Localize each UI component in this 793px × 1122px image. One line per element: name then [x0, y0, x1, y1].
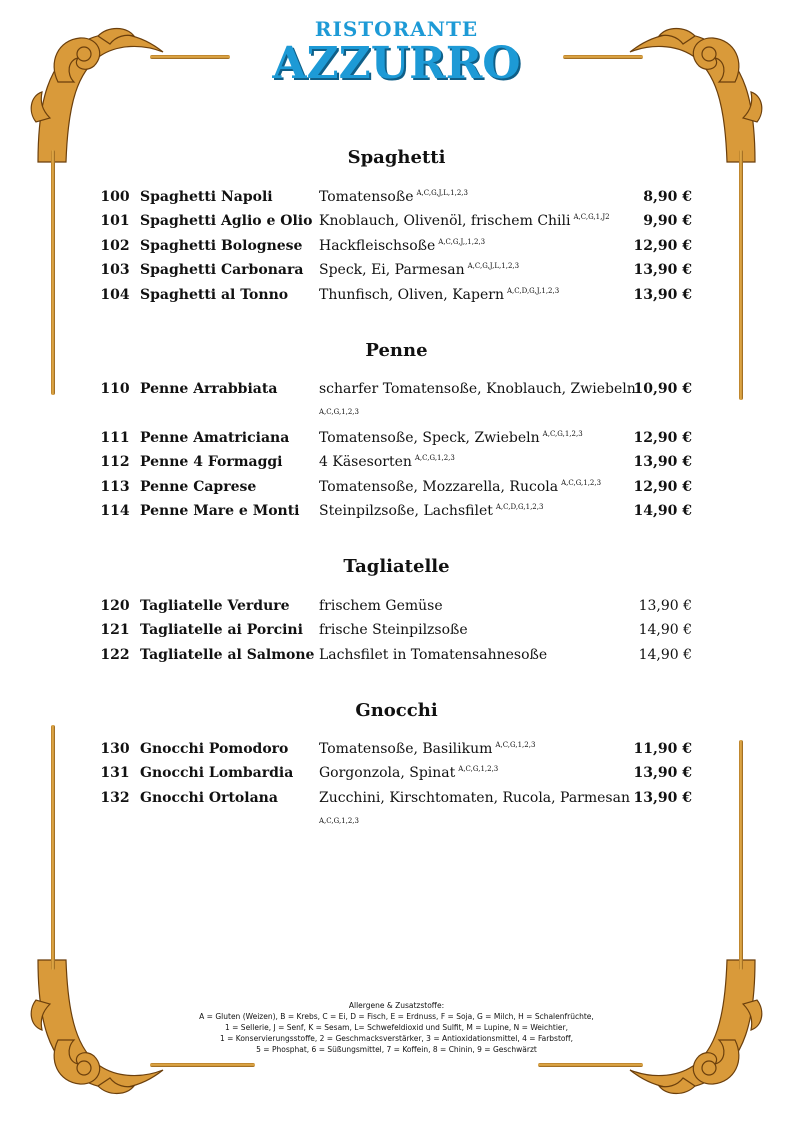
item-allergens: A,C,D,G,1,2,3 — [495, 503, 544, 511]
item-description: Tomatensoße, Mozzarella, Rucola — [319, 479, 559, 495]
menu-item — [100, 765, 692, 787]
menu-item — [100, 430, 692, 452]
item-allergens: A,C,G,1,2,3 — [542, 430, 583, 438]
item-allergens: A,C,G,J,,1,2,3 — [438, 238, 486, 246]
item-allergens: A,C,G,1,2,3 — [495, 741, 536, 749]
item-price: 13,90 € — [633, 287, 692, 303]
item-description: Thunfisch, Oliven, Kapern — [319, 287, 504, 303]
item-number: 130 — [100, 741, 130, 757]
item-allergens: A,C,G,1,J2 — [573, 213, 610, 221]
item-number: 112 — [100, 454, 130, 470]
allergen-legend-line: 1 = Konservierungsstoffe, 2 = Geschmacksverstärker, 3 = Antioxidationsmittel, 4 = Farbstoff, — [219, 1034, 574, 1043]
item-allergens: A,C,G,1,2,3 — [319, 817, 359, 825]
item-name: Gnocchi Ortolana — [140, 790, 278, 806]
menu-item — [100, 454, 692, 476]
item-price: 13,90 € — [638, 598, 692, 614]
menu-item — [100, 262, 692, 284]
item-price: 14,90 € — [638, 622, 692, 638]
item-name: Tagliatelle Verdure — [140, 598, 290, 614]
item-name: Penne Mare e Monti — [140, 503, 300, 519]
item-description: Tomatensoße, Speck, Zwiebeln — [319, 430, 540, 446]
item-price: 11,90 € — [633, 741, 692, 757]
item-description: Knoblauch, Olivenöl, frischem Chili — [319, 213, 571, 229]
item-number: 104 — [100, 287, 130, 303]
item-description: Zucchini, Kirschtomaten, Rucola, Parmesan — [319, 790, 630, 806]
frame-line-bottom-left — [150, 1063, 255, 1067]
menu-item — [100, 381, 692, 403]
menu-item — [100, 790, 692, 812]
section-title-gnocchi: Gnocchi — [355, 700, 438, 721]
item-price: 14,90 € — [638, 647, 692, 663]
item-price: 14,90 € — [633, 503, 692, 519]
allergen-legend-title: Allergene & Zusatzstoffe: — [348, 1001, 445, 1010]
item-name: Spaghetti Carbonara — [140, 262, 304, 278]
menu-item — [100, 622, 692, 644]
item-description: scharfer Tomatensoße, Knoblauch, Zwiebeln — [319, 381, 636, 397]
item-allergens: A,C,G,J,L,1,2,3 — [416, 189, 468, 197]
item-name: Penne Amatriciana — [140, 430, 290, 446]
section-title-penne: Penne — [365, 340, 428, 361]
frame-line-bottom-right — [538, 1063, 643, 1067]
item-price: 9,90 € — [643, 213, 692, 229]
item-price: 12,90 € — [633, 238, 692, 254]
allergen-legend-line: A = Gluten (Weizen), B = Krebs, C = Ei, D = Fisch, E = Erdnuss, F = Soja, G = Milch, H = Schalenfrüchte, — [199, 1012, 594, 1021]
item-number: 131 — [100, 765, 130, 781]
restaurant-logo — [0, 18, 793, 88]
item-number: 111 — [100, 430, 130, 446]
item-description: frische Steinpilzsoße — [319, 622, 468, 638]
item-name: Spaghetti Bolognese — [140, 238, 303, 254]
item-description: Tomatensoße — [319, 189, 414, 205]
item-number: 102 — [100, 238, 130, 254]
menu-item — [100, 503, 692, 525]
item-price: 10,90 € — [633, 381, 692, 397]
allergen-legend-line: 5 = Phosphat, 6 = Süßungsmittel, 7 = Koffein, 8 = Chinin, 9 = Geschwärzt — [256, 1045, 537, 1054]
item-allergens: A,C,G,J,L,1,2,3 — [467, 262, 520, 270]
frame-line-right-bottom — [739, 740, 743, 970]
item-price: 13,90 € — [633, 454, 692, 470]
menu-item — [100, 238, 692, 260]
menu-item — [100, 213, 692, 235]
item-price: 12,90 € — [633, 430, 692, 446]
item-name: Penne Caprese — [140, 479, 257, 495]
menu-item — [100, 479, 692, 501]
item-name: Tagliatelle al Salmone — [140, 647, 315, 663]
item-allergens: A,C,G,1,2,3 — [414, 454, 455, 462]
item-description: frischem Gemüse — [319, 598, 443, 614]
menu-item — [100, 647, 692, 669]
frame-line-right-top — [739, 150, 743, 400]
item-number: 120 — [100, 598, 130, 614]
item-name: Gnocchi Lombardia — [140, 765, 294, 781]
item-price: 13,90 € — [633, 790, 692, 806]
item-number: 110 — [100, 381, 130, 397]
item-name: Spaghetti Napoli — [140, 189, 273, 205]
logo-line-ristorante: RISTORANTE — [314, 17, 479, 41]
item-description: Lachsfilet in Tomatensahnesoße — [319, 647, 548, 663]
allergen-legend-line: 1 = Sellerie, J = Senf, K = Sesam, L= Schwefeldioxid und Sulfit, M = Lupine, N = Weichtier, — [224, 1023, 568, 1032]
menu-item — [100, 598, 692, 620]
item-number: 132 — [100, 790, 130, 806]
item-number: 103 — [100, 262, 130, 278]
item-name: Spaghetti al Tonno — [140, 287, 289, 303]
item-description: Gorgonzola, Spinat — [319, 765, 456, 781]
menu-item — [100, 741, 692, 763]
item-number: 113 — [100, 479, 130, 495]
item-price: 13,90 € — [633, 262, 692, 278]
section-title-spaghetti: Spaghetti — [347, 147, 446, 168]
item-number: 101 — [100, 213, 130, 229]
section-title-tagliatelle: Tagliatelle — [343, 556, 450, 577]
frame-line-left-bottom — [51, 725, 55, 970]
item-allergens: A,C,G,1,2,3 — [561, 479, 602, 487]
item-description: 4 Käsesorten — [319, 454, 412, 470]
item-description: Speck, Ei, Parmesan — [319, 262, 465, 278]
allergen-legend — [0, 1000, 793, 1055]
item-allergens: A,C,D,G,J,1,2,3 — [506, 287, 560, 295]
item-description: Steinpilzsoße, Lachsfilet — [319, 503, 493, 519]
item-name: Gnocchi Pomodoro — [140, 741, 289, 757]
item-allergens: A,C,G,1,2,3 — [458, 765, 499, 773]
item-description: Hackfleischsoße — [319, 238, 436, 254]
item-name: Tagliatelle ai Porcini — [140, 622, 303, 638]
item-number: 121 — [100, 622, 130, 638]
item-number: 100 — [100, 189, 130, 205]
item-name: Penne 4 Formaggi — [140, 454, 283, 470]
item-number: 114 — [100, 503, 130, 519]
item-allergens: A,C,G,1,2,3 — [319, 408, 359, 416]
logo-line-azzurro: AZZURRO — [272, 38, 521, 89]
item-price: 13,90 € — [633, 765, 692, 781]
item-description: Tomatensoße, Basilikum — [319, 741, 493, 757]
item-name: Spaghetti Aglio e Olio — [140, 213, 313, 229]
item-name: Penne Arrabbiata — [140, 381, 278, 397]
item-price: 12,90 € — [633, 479, 692, 495]
item-price: 8,90 € — [643, 189, 692, 205]
item-number: 122 — [100, 647, 130, 663]
menu-item — [100, 189, 692, 211]
menu-item — [100, 287, 692, 309]
